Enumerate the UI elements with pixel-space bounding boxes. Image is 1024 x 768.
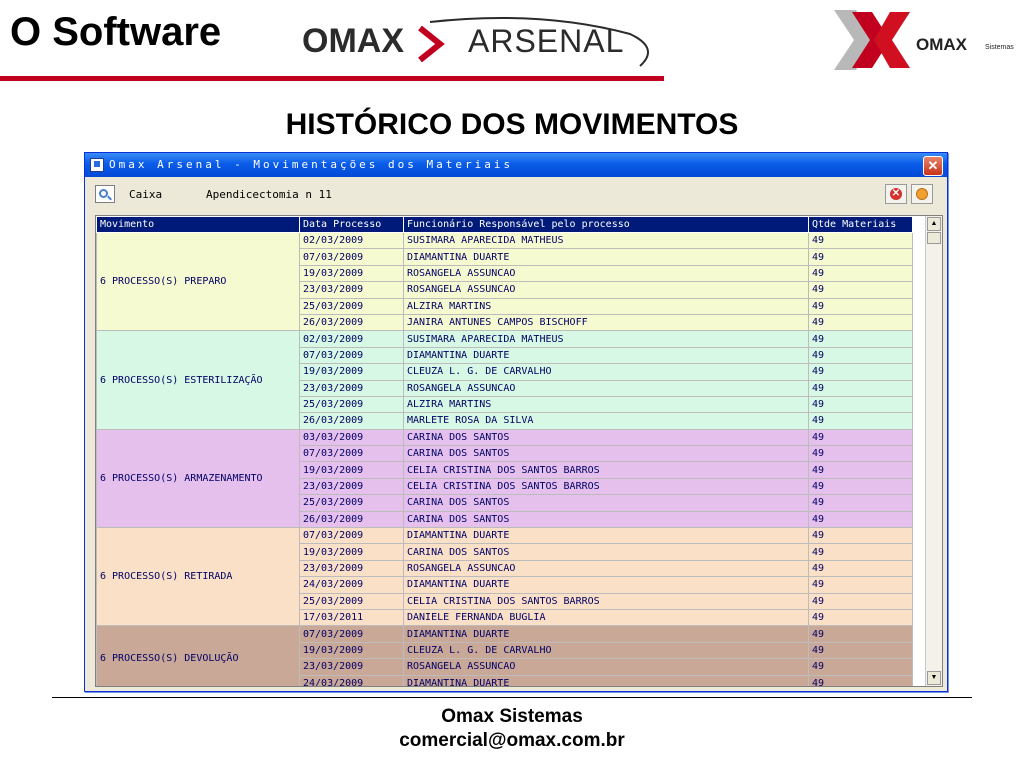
movements-table <box>96 216 913 687</box>
omax-logo-brand: OMAX <box>916 35 967 54</box>
data-processo-cell: 26/03/2009 <box>300 413 404 429</box>
funcionario-cell: CELIA CRISTINA DOS SANTOS BARROS <box>404 593 809 609</box>
funcionario-cell: ALZIRA MARTINS <box>404 396 809 412</box>
data-processo-cell: 23/03/2009 <box>300 478 404 494</box>
qtde-materiais-cell: 49 <box>809 495 913 511</box>
table-row[interactable] <box>97 429 913 445</box>
window-close-button[interactable]: ✕ <box>923 156 943 176</box>
qtde-materiais-cell: 49 <box>809 429 913 445</box>
movimento-cell: 6 PROCESSO(S) PREPARO <box>97 233 300 331</box>
qtde-materiais-cell: 49 <box>809 528 913 544</box>
data-processo-cell: 17/03/2011 <box>300 609 404 625</box>
data-processo-cell: 25/03/2009 <box>300 396 404 412</box>
qtde-materiais-cell: 49 <box>809 347 913 363</box>
qtde-materiais-cell: 49 <box>809 478 913 494</box>
qtde-materiais-cell: 49 <box>809 282 913 298</box>
omax-arsenal-logo <box>300 14 660 70</box>
funcionario-cell: DANIELE FERNANDA BUGLIA <box>404 609 809 625</box>
exit-icon <box>916 188 928 200</box>
qtde-materiais-cell: 49 <box>809 446 913 462</box>
data-processo-cell: 26/03/2009 <box>300 314 404 330</box>
qtde-materiais-cell: 49 <box>809 626 913 642</box>
exit-button[interactable] <box>911 184 933 204</box>
data-processo-cell: 25/03/2009 <box>300 298 404 314</box>
funcionario-cell: CELIA CRISTINA DOS SANTOS BARROS <box>404 462 809 478</box>
data-processo-cell: 26/03/2009 <box>300 511 404 527</box>
qtde-materiais-cell: 49 <box>809 593 913 609</box>
funcionario-cell: ROSANGELA ASSUNCAO <box>404 659 809 675</box>
search-icon[interactable] <box>95 185 115 203</box>
procedure-label: Apendicectomia n 11 <box>206 188 332 201</box>
column-header-data-processo[interactable]: Data Processo <box>300 217 404 233</box>
table-row[interactable] <box>97 331 913 347</box>
funcionario-cell: ROSANGELA ASSUNCAO <box>404 560 809 576</box>
qtde-materiais-cell: 49 <box>809 609 913 625</box>
arsenal-logo-brand: OMAX <box>302 22 404 60</box>
data-processo-cell: 24/03/2009 <box>300 577 404 593</box>
qtde-materiais-cell: 49 <box>809 577 913 593</box>
window-title: Omax Arsenal - Movimentações dos Materiais <box>109 158 514 171</box>
footer-email: comercial@omax.com.br <box>399 730 625 751</box>
qtde-materiais-cell: 49 <box>809 331 913 347</box>
data-processo-cell: 19/03/2009 <box>300 265 404 281</box>
qtde-materiais-cell: 49 <box>809 314 913 330</box>
window-titlebar[interactable] <box>85 153 947 177</box>
vertical-scrollbar[interactable] <box>925 216 942 686</box>
omax-sistemas-logo <box>828 6 1024 76</box>
data-processo-cell: 19/03/2009 <box>300 642 404 658</box>
funcionario-cell: MARLETE ROSA DA SILVA <box>404 413 809 429</box>
app-icon <box>90 158 104 172</box>
movimento-cell: 6 PROCESSO(S) ARMAZENAMENTO <box>97 429 300 527</box>
data-processo-cell: 07/03/2009 <box>300 626 404 642</box>
funcionario-cell: CARINA DOS SANTOS <box>404 429 809 445</box>
qtde-materiais-cell: 49 <box>809 544 913 560</box>
funcionario-cell: DIAMANTINA DUARTE <box>404 347 809 363</box>
table-row[interactable] <box>97 233 913 249</box>
qtde-materiais-cell: 49 <box>809 413 913 429</box>
data-processo-cell: 23/03/2009 <box>300 282 404 298</box>
column-header-movimento[interactable]: Movimento <box>97 217 300 233</box>
funcionario-cell: CLEUZA L. G. DE CARVALHO <box>404 642 809 658</box>
data-processo-cell: 25/03/2009 <box>300 593 404 609</box>
table-row[interactable] <box>97 626 913 642</box>
funcionario-cell: ROSANGELA ASSUNCAO <box>404 265 809 281</box>
funcionario-cell: ROSANGELA ASSUNCAO <box>404 380 809 396</box>
qtde-materiais-cell: 49 <box>809 560 913 576</box>
data-processo-cell: 03/03/2009 <box>300 429 404 445</box>
qtde-materiais-cell: 49 <box>809 298 913 314</box>
funcionario-cell: SUSIMARA APARECIDA MATHEUS <box>404 233 809 249</box>
table-body <box>97 233 913 688</box>
caixa-label: Caixa <box>129 188 163 201</box>
data-processo-cell: 07/03/2009 <box>300 347 404 363</box>
qtde-materiais-cell: 49 <box>809 659 913 675</box>
arsenal-logo-product: ARSENAL <box>468 23 625 59</box>
data-processo-cell: 19/03/2009 <box>300 462 404 478</box>
data-processo-cell: 23/03/2009 <box>300 380 404 396</box>
funcionario-cell: DIAMANTINA DUARTE <box>404 249 809 265</box>
qtde-materiais-cell: 49 <box>809 249 913 265</box>
funcionario-cell: CELIA CRISTINA DOS SANTOS BARROS <box>404 478 809 494</box>
funcionario-cell: CARINA DOS SANTOS <box>404 544 809 560</box>
funcionario-cell: CARINA DOS SANTOS <box>404 511 809 527</box>
qtde-materiais-cell: 49 <box>809 511 913 527</box>
movimento-cell: 6 PROCESSO(S) RETIRADA <box>97 528 300 626</box>
funcionario-cell: DIAMANTINA DUARTE <box>404 626 809 642</box>
movimento-cell: 6 PROCESSO(S) ESTERILIZAÇÃO <box>97 331 300 429</box>
data-processo-cell: 19/03/2009 <box>300 364 404 380</box>
cancel-button[interactable] <box>885 184 907 204</box>
funcionario-cell: CLEUZA L. G. DE CARVALHO <box>404 364 809 380</box>
scroll-up-arrow-icon[interactable]: ▲ <box>927 217 941 231</box>
scroll-thumb[interactable] <box>927 232 941 244</box>
toolbar <box>91 183 937 207</box>
qtde-materiais-cell: 49 <box>809 396 913 412</box>
funcionario-cell: SUSIMARA APARECIDA MATHEUS <box>404 331 809 347</box>
funcionario-cell: ROSANGELA ASSUNCAO <box>404 282 809 298</box>
qtde-materiais-cell: 49 <box>809 462 913 478</box>
scroll-down-arrow-icon[interactable]: ▼ <box>927 671 941 685</box>
table-header-row <box>97 217 913 233</box>
funcionario-cell: ALZIRA MARTINS <box>404 298 809 314</box>
footer-company: Omax Sistemas <box>441 706 583 727</box>
footer-rule <box>52 697 972 698</box>
data-processo-cell: 25/03/2009 <box>300 495 404 511</box>
data-processo-cell: 07/03/2009 <box>300 249 404 265</box>
funcionario-cell: CARINA DOS SANTOS <box>404 495 809 511</box>
table-row[interactable] <box>97 528 913 544</box>
omax-logo-tagline: Sistemas <box>985 44 1014 51</box>
funcionario-cell: DIAMANTINA DUARTE <box>404 675 809 687</box>
data-processo-cell: 23/03/2009 <box>300 659 404 675</box>
column-header-qtde-materiais[interactable]: Qtde Materiais <box>809 217 913 233</box>
movimento-cell: 6 PROCESSO(S) DEVOLUÇÃO <box>97 626 300 687</box>
section-title: HISTÓRICO DOS MOVIMENTOS <box>285 108 739 141</box>
qtde-materiais-cell: 49 <box>809 364 913 380</box>
funcionario-cell: JANIRA ANTUNES CAMPOS BISCHOFF <box>404 314 809 330</box>
cancel-icon: ✕ <box>891 188 901 199</box>
qtde-materiais-cell: 49 <box>809 675 913 687</box>
data-processo-cell: 19/03/2009 <box>300 544 404 560</box>
header-red-rule <box>0 76 664 81</box>
data-processo-cell: 02/03/2009 <box>300 233 404 249</box>
funcionario-cell: DIAMANTINA DUARTE <box>404 528 809 544</box>
qtde-materiais-cell: 49 <box>809 233 913 249</box>
movements-grid[interactable] <box>95 215 943 687</box>
app-window <box>84 152 948 692</box>
qtde-materiais-cell: 49 <box>809 380 913 396</box>
funcionario-cell: DIAMANTINA DUARTE <box>404 577 809 593</box>
data-processo-cell: 07/03/2009 <box>300 528 404 544</box>
data-processo-cell: 07/03/2009 <box>300 446 404 462</box>
slide-title: O Software <box>10 10 222 54</box>
qtde-materiais-cell: 49 <box>809 265 913 281</box>
funcionario-cell: CARINA DOS SANTOS <box>404 446 809 462</box>
column-header-funcionario[interactable]: Funcionário Responsável pelo processo <box>404 217 809 233</box>
qtde-materiais-cell: 49 <box>809 642 913 658</box>
data-processo-cell: 02/03/2009 <box>300 331 404 347</box>
data-processo-cell: 23/03/2009 <box>300 560 404 576</box>
data-processo-cell: 24/03/2009 <box>300 675 404 687</box>
